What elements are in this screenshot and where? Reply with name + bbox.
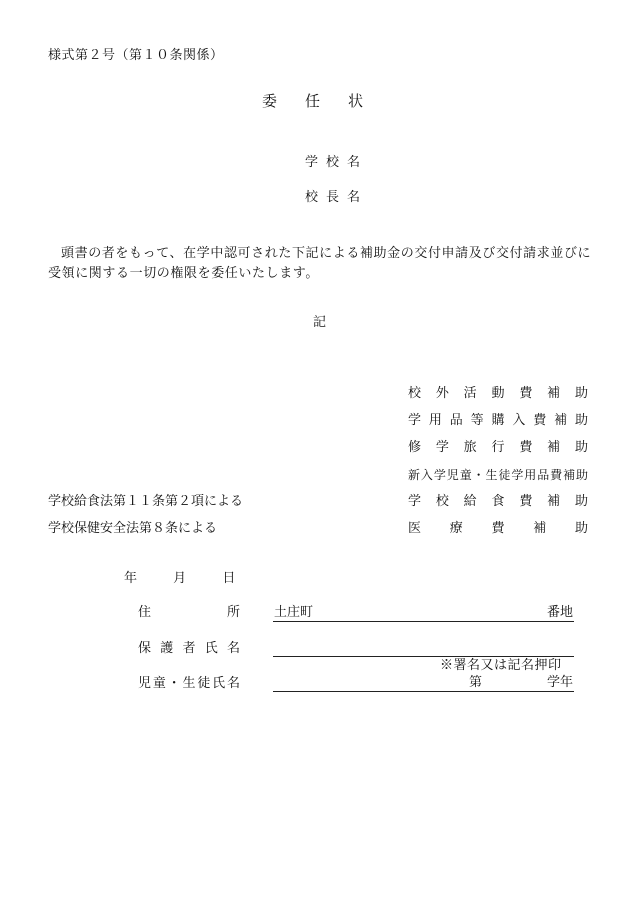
address-label: 住所 <box>138 605 240 620</box>
subsidy-row <box>48 494 590 521</box>
subsidy-item: 校外活動費補助 <box>408 386 588 401</box>
grade-prefix: 第 <box>469 675 483 690</box>
subsidy-item: 新入学児童・生徒学用品費補助 <box>408 468 588 482</box>
subsidy-item: 学校給食費補助 <box>408 494 588 509</box>
address-field[interactable] <box>273 605 574 622</box>
date-month: 月 <box>173 571 187 586</box>
subsidy-row <box>48 467 590 494</box>
subsidy-item: 修学旅行費補助 <box>408 440 588 455</box>
subsidy-item: 学用品等購入費補助 <box>408 413 588 428</box>
document-title: 委任状 <box>262 92 392 110</box>
date-year: 年 <box>124 571 138 586</box>
date-line <box>124 571 267 587</box>
signature-note: ※署名又は記名押印 <box>440 658 562 673</box>
guardian-name-label: 保護者氏名 <box>138 641 240 656</box>
subsidy-law: 学校給食法第１１条第２項による <box>48 494 244 509</box>
principal-name-label: 校長名 <box>305 190 369 205</box>
address-prefix: 土庄町 <box>274 605 314 620</box>
subsidy-row <box>48 440 590 467</box>
subsidy-row <box>48 386 590 413</box>
form-number: 様式第２号（第１０条関係） <box>48 48 224 63</box>
date-day: 日 <box>222 571 236 586</box>
delegation-statement: 頭書の者をもって、在学中認可された下記による補助金の交付申請及び交付請求並びに受領に関する一切の権限を委任いたします。 <box>48 246 592 281</box>
address-suffix: 番地 <box>546 605 573 620</box>
student-name-label: 児童・生徒氏名 <box>138 676 240 691</box>
subsidy-law: 学校保健安全法第８条による <box>48 521 218 536</box>
student-name-field[interactable] <box>273 675 574 692</box>
subsidy-row <box>48 413 590 440</box>
school-name-label: 学校名 <box>305 155 369 170</box>
subsidy-row <box>48 521 590 548</box>
ki-heading: 記 <box>313 315 327 330</box>
grade-suffix: 学年 <box>546 675 573 690</box>
guardian-name-field[interactable] <box>273 640 574 657</box>
subsidy-list <box>48 386 590 548</box>
subsidy-item: 医療費補助 <box>408 521 588 536</box>
